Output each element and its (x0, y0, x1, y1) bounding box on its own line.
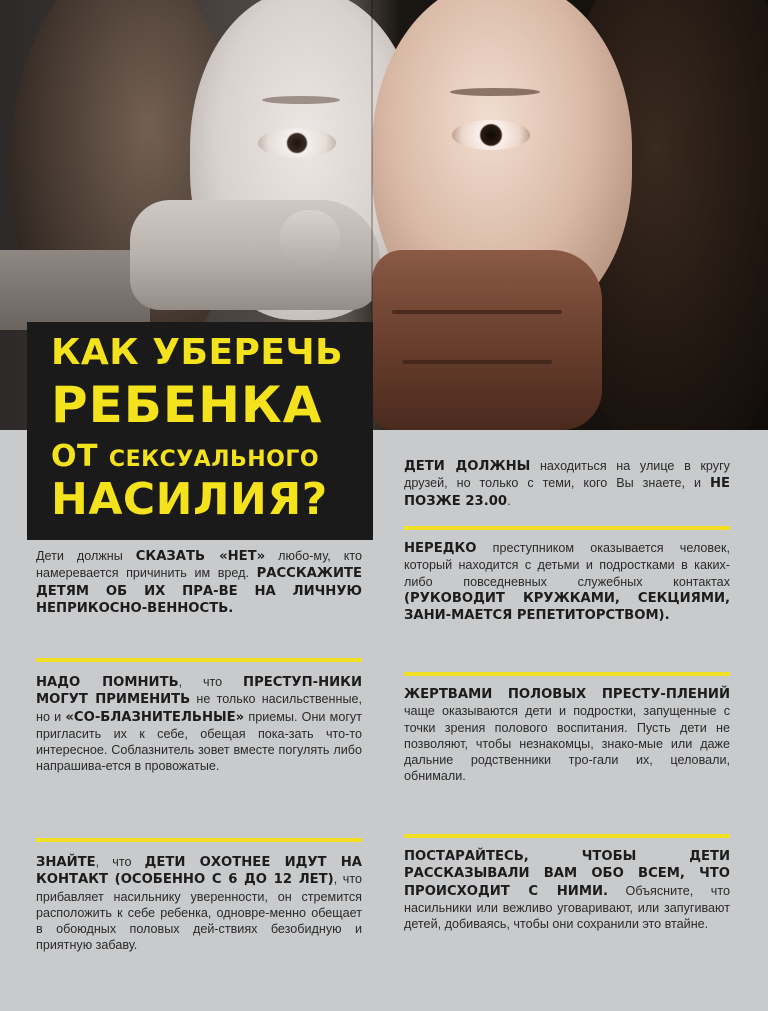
covering-hand-right (372, 250, 602, 430)
emphasis-text: ПОСТАРАЙТЕСЬ, ЧТОБЫ ДЕТИ РАССКАЗЫВАЛИ ВАМ ОБО ВСЕМ, ЧТО ПРОИСХОДИТ С НИМИ. (404, 849, 730, 899)
eyebrow-right (450, 88, 540, 96)
paragraph (36, 548, 362, 617)
title-word-ot: ОТ (51, 439, 98, 474)
separator (36, 838, 362, 842)
body-text: находиться на улице в кругу друзей, но только с теми, кого Вы знаете, и (404, 459, 730, 491)
body-text: преступником оказывается человек, который находится с детьми и подростками в каких-либо повседневных служебных контактах (404, 541, 730, 589)
body-text: любо-му, кто намеревается причинить им вред. (36, 549, 362, 581)
paragraph (404, 848, 730, 932)
emphasis-text: ЗНАЙТЕ (36, 855, 96, 870)
separator (404, 672, 730, 676)
emphasis-text: ПРЕСТУП-НИКИ МОГУТ ПРИМЕНИТЬ (36, 675, 362, 708)
title-box (27, 322, 373, 540)
emphasis-text: ДЕТИ ОХОТНЕЕ ИДУТ НА КОНТАКТ (ОСОБЕННО С 6 ДО 12 ЛЕТ) (36, 855, 362, 888)
title-line-1: КАК УБЕРЕЧЬ (51, 332, 344, 373)
title-line-2: РЕБЕНКА (51, 376, 323, 434)
emphasis-text: ДЕТИ ДОЛЖНЫ (404, 459, 531, 474)
emphasis-text: РАССКАЖИТЕ ДЕТЯМ ОБ ИХ ПРА-ВЕ НА ЛИЧНУЮ НЕПРИКОСНО-ВЕННОСТЬ. (36, 566, 362, 616)
paragraph (404, 458, 730, 510)
knuckle-line (402, 360, 552, 364)
separator (404, 834, 730, 838)
body-text: не только насильственные, но и (36, 692, 362, 724)
separator (404, 526, 730, 530)
sleeve (0, 250, 150, 330)
separator (36, 658, 362, 662)
emphasis-text: (РУКОВОДИТ КРУЖКАМИ, СЕКЦИЯМИ, ЗАНИ-МАЕТСЯ РЕПЕТИТОРСТВОМ). (404, 590, 730, 624)
title-line-3 (51, 439, 319, 474)
finger (280, 210, 340, 265)
title-line-4: НАСИЛИЯ? (51, 474, 328, 525)
body-text: , что прибавляет насильнику уверенности, он стремится расположить к себе ребенка, одновре-менно обещает в обоюдных половых дей-ствиях безобидную и приятную забаву. (36, 872, 362, 953)
paragraph (36, 854, 362, 954)
emphasis-text: НЕРЕДКО (404, 541, 477, 556)
emphasis-text: НЕ ПОЗЖЕ 23.00 (404, 476, 730, 509)
eye-left (258, 128, 336, 158)
covering-hand-left (130, 200, 380, 310)
title-word-sexual: СЕКСУАЛЬНОГО (108, 447, 320, 472)
body-text: , что (95, 855, 145, 869)
eyebrow-left (262, 96, 340, 104)
emphasis-text: «СО-БЛАЗНИТЕЛЬНЫЕ» (65, 709, 245, 725)
knuckle-line (392, 310, 562, 314)
body-text: . (507, 493, 511, 508)
paragraph (404, 540, 730, 624)
eye-right (452, 120, 530, 150)
body-text: , что (178, 675, 244, 689)
body-text: приемы. Они могут пригласить их к себе, обещая пока-зать что-то интересное. Соблазнитель зовет вместе погулять либо напрашива-ется в провожатые. (36, 709, 362, 774)
paragraph (36, 674, 362, 775)
emphasis-text: СКАЗАТЬ «НЕТ» (135, 549, 266, 564)
paragraph (404, 686, 730, 785)
body-text: Объясните, что насильники или вежливо уговаривают, или запугивают детей, добиваясь, чтобы они сохранили это втайне. (404, 883, 730, 932)
body-text: чаще оказываются дети и подростки, запущенные с точки зрения полового воспитания. Пусть дети не позволяют, чтобы незнакомцы, знако-мые или даже дальние родственники тро-гали их, целовали, обнимали. (404, 704, 730, 784)
body-text: Дети должны (36, 549, 136, 563)
emphasis-text: ЖЕРТВАМИ ПОЛОВЫХ ПРЕСТУ-ПЛЕНИЙ (404, 687, 730, 702)
emphasis-text: НАДО ПОМНИТЬ (36, 675, 179, 690)
